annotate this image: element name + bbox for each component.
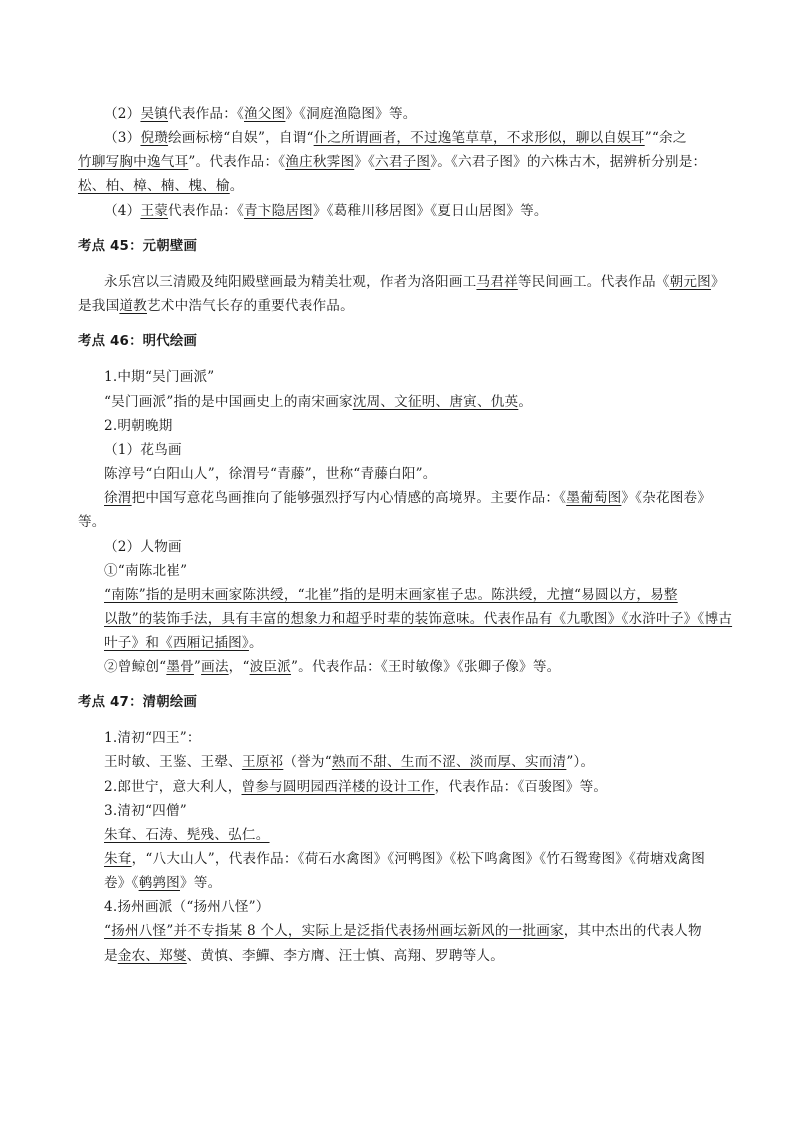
text-segment: 1.清初“四王”：: [104, 730, 201, 746]
underlined-text: 徐渭: [104, 490, 132, 506]
text-segment: 》等。: [179, 875, 222, 891]
text-line: [78, 176, 728, 196]
text-segment: （1）花鸟画: [104, 442, 182, 458]
text-segment: 等民间画工。代表作品《: [517, 274, 670, 290]
text-segment: 1.中期“吴门画派”: [104, 369, 215, 385]
text-line: [104, 488, 754, 508]
text-segment: 》《洞庭渔隐图》等。: [285, 106, 417, 122]
text-line: [78, 152, 728, 172]
text-segment: ①“南陈北崔”: [104, 563, 188, 579]
underlined-text: 渔父图: [244, 106, 286, 122]
underlined-text: 王蒙: [140, 203, 169, 219]
text-segment: “吴门画派”指的是中国画史上的南宋画家: [104, 394, 353, 410]
text-segment: ，“: [228, 659, 250, 675]
text-segment: 。: [229, 178, 244, 194]
text-segment: ，代表作品：《百骏图》等。: [434, 779, 608, 795]
section-heading: [78, 332, 728, 352]
text-segment: ”）。: [566, 754, 595, 770]
underlined-text: 青卞隐居图: [244, 203, 313, 219]
text-line: [104, 104, 754, 124]
text-segment: 绘画标榜“自娱”，自谓“: [168, 130, 314, 146]
text-line: [104, 585, 754, 605]
text-line: [104, 752, 754, 772]
underlined-text: 马君祥: [476, 274, 518, 290]
text-segment: 把中国写意花鸟画推向了能够强烈抒写内心情感的高境界。主要作品：《: [131, 490, 567, 506]
text-segment: ”。代表作品：《: [188, 154, 286, 170]
text-segment: 、黄慎、李鱓、李方膺、汪士慎、高翔、罗聘等人。: [186, 948, 505, 964]
text-segment: 3.清初“四僧”: [104, 803, 187, 819]
text-segment: （2）: [104, 106, 141, 122]
text-segment: 考点 45：元朝壁画: [78, 239, 198, 254]
text-line: [104, 873, 754, 893]
text-segment: ，“八大山人”，代表作品：《荷石水禽图》《河鸭图》《松下鸣禽图》《竹石鸳鸯图》《荷塘戏禽图: [131, 851, 706, 867]
underlined-text: 朱耷、石涛、髡残、弘仁。: [104, 827, 270, 843]
text-segment: 考点 47：清朝绘画: [78, 695, 198, 710]
text-segment: 考点 46：明代绘画: [78, 334, 198, 349]
underlined-text: 松、柏、樟、楠、槐、榆: [78, 178, 230, 194]
text-segment: 2.郎世宁，意大利人，: [104, 779, 242, 795]
text-segment: 艺术中浩气长存的重要代表作品。: [146, 298, 354, 314]
underlined-text: 熟而不甜、生而不涩、淡而厚、实而清: [331, 754, 567, 770]
text-line: [104, 416, 754, 436]
text-line: [104, 440, 754, 460]
text-segment: （4）: [104, 203, 141, 219]
text-segment: ”“余之: [644, 130, 687, 146]
underlined-text: 曾参与圆明园西洋楼的设计工作: [241, 779, 435, 795]
text-line: [78, 296, 728, 316]
text-line: [104, 367, 754, 387]
text-segment: 4.扬州画派（“扬州八怪”）: [104, 899, 270, 915]
text-segment: 。: [518, 394, 533, 410]
text-line: [104, 825, 754, 845]
text-segment: 永乐宫以三清殿及纯阳殿壁画最为精美壮观，作者为洛阳画工: [104, 274, 477, 290]
text-line: [104, 849, 754, 869]
underlined-text: 仆之所谓画者，不过逸笔草草，不求形似，聊以自娱耳: [313, 130, 645, 146]
text-line: [104, 561, 754, 581]
text-line: [104, 272, 754, 292]
underlined-text: “南陈”指的是明末画家陈洪绶，“北崔”指的是明末画家崔子忠。陈洪绶，尤擅“易圆以方，易整: [104, 587, 678, 603]
text-line: [104, 921, 754, 941]
text-line: [78, 512, 728, 532]
text-segment: 卷》《: [104, 875, 139, 891]
text-segment: （誉为“: [283, 754, 332, 770]
underlined-text: 吴镇: [140, 106, 169, 122]
text-line: [104, 897, 754, 917]
text-line: [104, 392, 754, 412]
section-heading: [78, 237, 728, 257]
text-segment: 》《杂花图卷》: [621, 490, 712, 506]
text-line: [104, 464, 754, 484]
text-line: [104, 946, 754, 966]
text-line: [104, 201, 754, 221]
text-segment: 王时敏、王鉴、王翚、: [104, 754, 242, 770]
text-segment: 。: [248, 635, 263, 651]
text-line: [104, 537, 754, 557]
text-segment: 代表作品：《: [168, 106, 244, 122]
underlined-text: 墨骨: [166, 659, 194, 675]
underlined-text: 朱耷: [104, 851, 132, 867]
underlined-text: 竹聊写胸中逸气耳: [78, 154, 189, 170]
underlined-text: 鹌鹑图: [138, 875, 180, 891]
text-segment: 代表作品：《: [168, 203, 244, 219]
text-line: [104, 777, 754, 797]
text-segment: 2.明朝晚期: [104, 418, 173, 434]
underlined-text: “扬州八怪”并不专指某 8 个人，实际上是泛指代表扬州画坛新风的一批画家: [104, 923, 564, 939]
underlined-text: 金农、郑燮: [117, 948, 187, 964]
underlined-text: 倪瓒: [140, 130, 169, 146]
underlined-text: 渔庄秋霁图: [285, 154, 355, 170]
section-heading: [78, 693, 728, 713]
underlined-text: 叶子》和《西厢记插图》: [104, 635, 249, 651]
text-segment: 是: [104, 948, 118, 964]
text-segment: （3）: [104, 130, 141, 146]
text-segment: 是我国: [78, 298, 120, 314]
underlined-text: 墨葡萄图: [566, 490, 622, 506]
underlined-text: 道教: [119, 298, 147, 314]
underlined-text: 波臣派: [249, 659, 292, 675]
underlined-text: 朝元图: [669, 274, 711, 290]
text-segment: ②曾鲸创“: [104, 659, 167, 675]
text-segment: ”。代表作品：《王时敏像》《张卿子像》等。: [291, 659, 561, 675]
text-line: [104, 633, 754, 653]
text-line: [104, 609, 754, 629]
underlined-text: 王原祁: [241, 754, 284, 770]
text-segment: ，其中杰出的代表人物: [563, 923, 702, 939]
text-line: [104, 801, 754, 821]
text-segment: 》。《六君子图》的六株古木，据辨析分别是：: [430, 154, 707, 170]
text-segment: （2）人物画: [104, 539, 182, 555]
text-segment: ”: [193, 659, 202, 675]
text-segment: 》《葛稚川移居图》《夏日山居图》等。: [312, 203, 548, 219]
underlined-text: 以散”的装饰手法，具有丰富的想象力和超乎时辈的装饰意味。代表作品有《九歌图》《水浒叶子》《博古: [104, 611, 733, 627]
underlined-text: 六君子图: [375, 154, 431, 170]
text-line: [104, 128, 754, 148]
text-segment: 》: [710, 274, 725, 290]
underlined-text: 画法: [201, 659, 229, 675]
text-segment: 》《: [354, 154, 376, 170]
text-line: [104, 657, 754, 677]
text-line: [104, 728, 754, 748]
underlined-text: 沈周、文征明、唐寅、仇英: [352, 394, 519, 410]
text-segment: 陈淳号“白阳山人”，徐渭号“青藤”，世称“青藤白阳”。: [104, 466, 437, 482]
text-segment: 等。: [78, 514, 106, 530]
